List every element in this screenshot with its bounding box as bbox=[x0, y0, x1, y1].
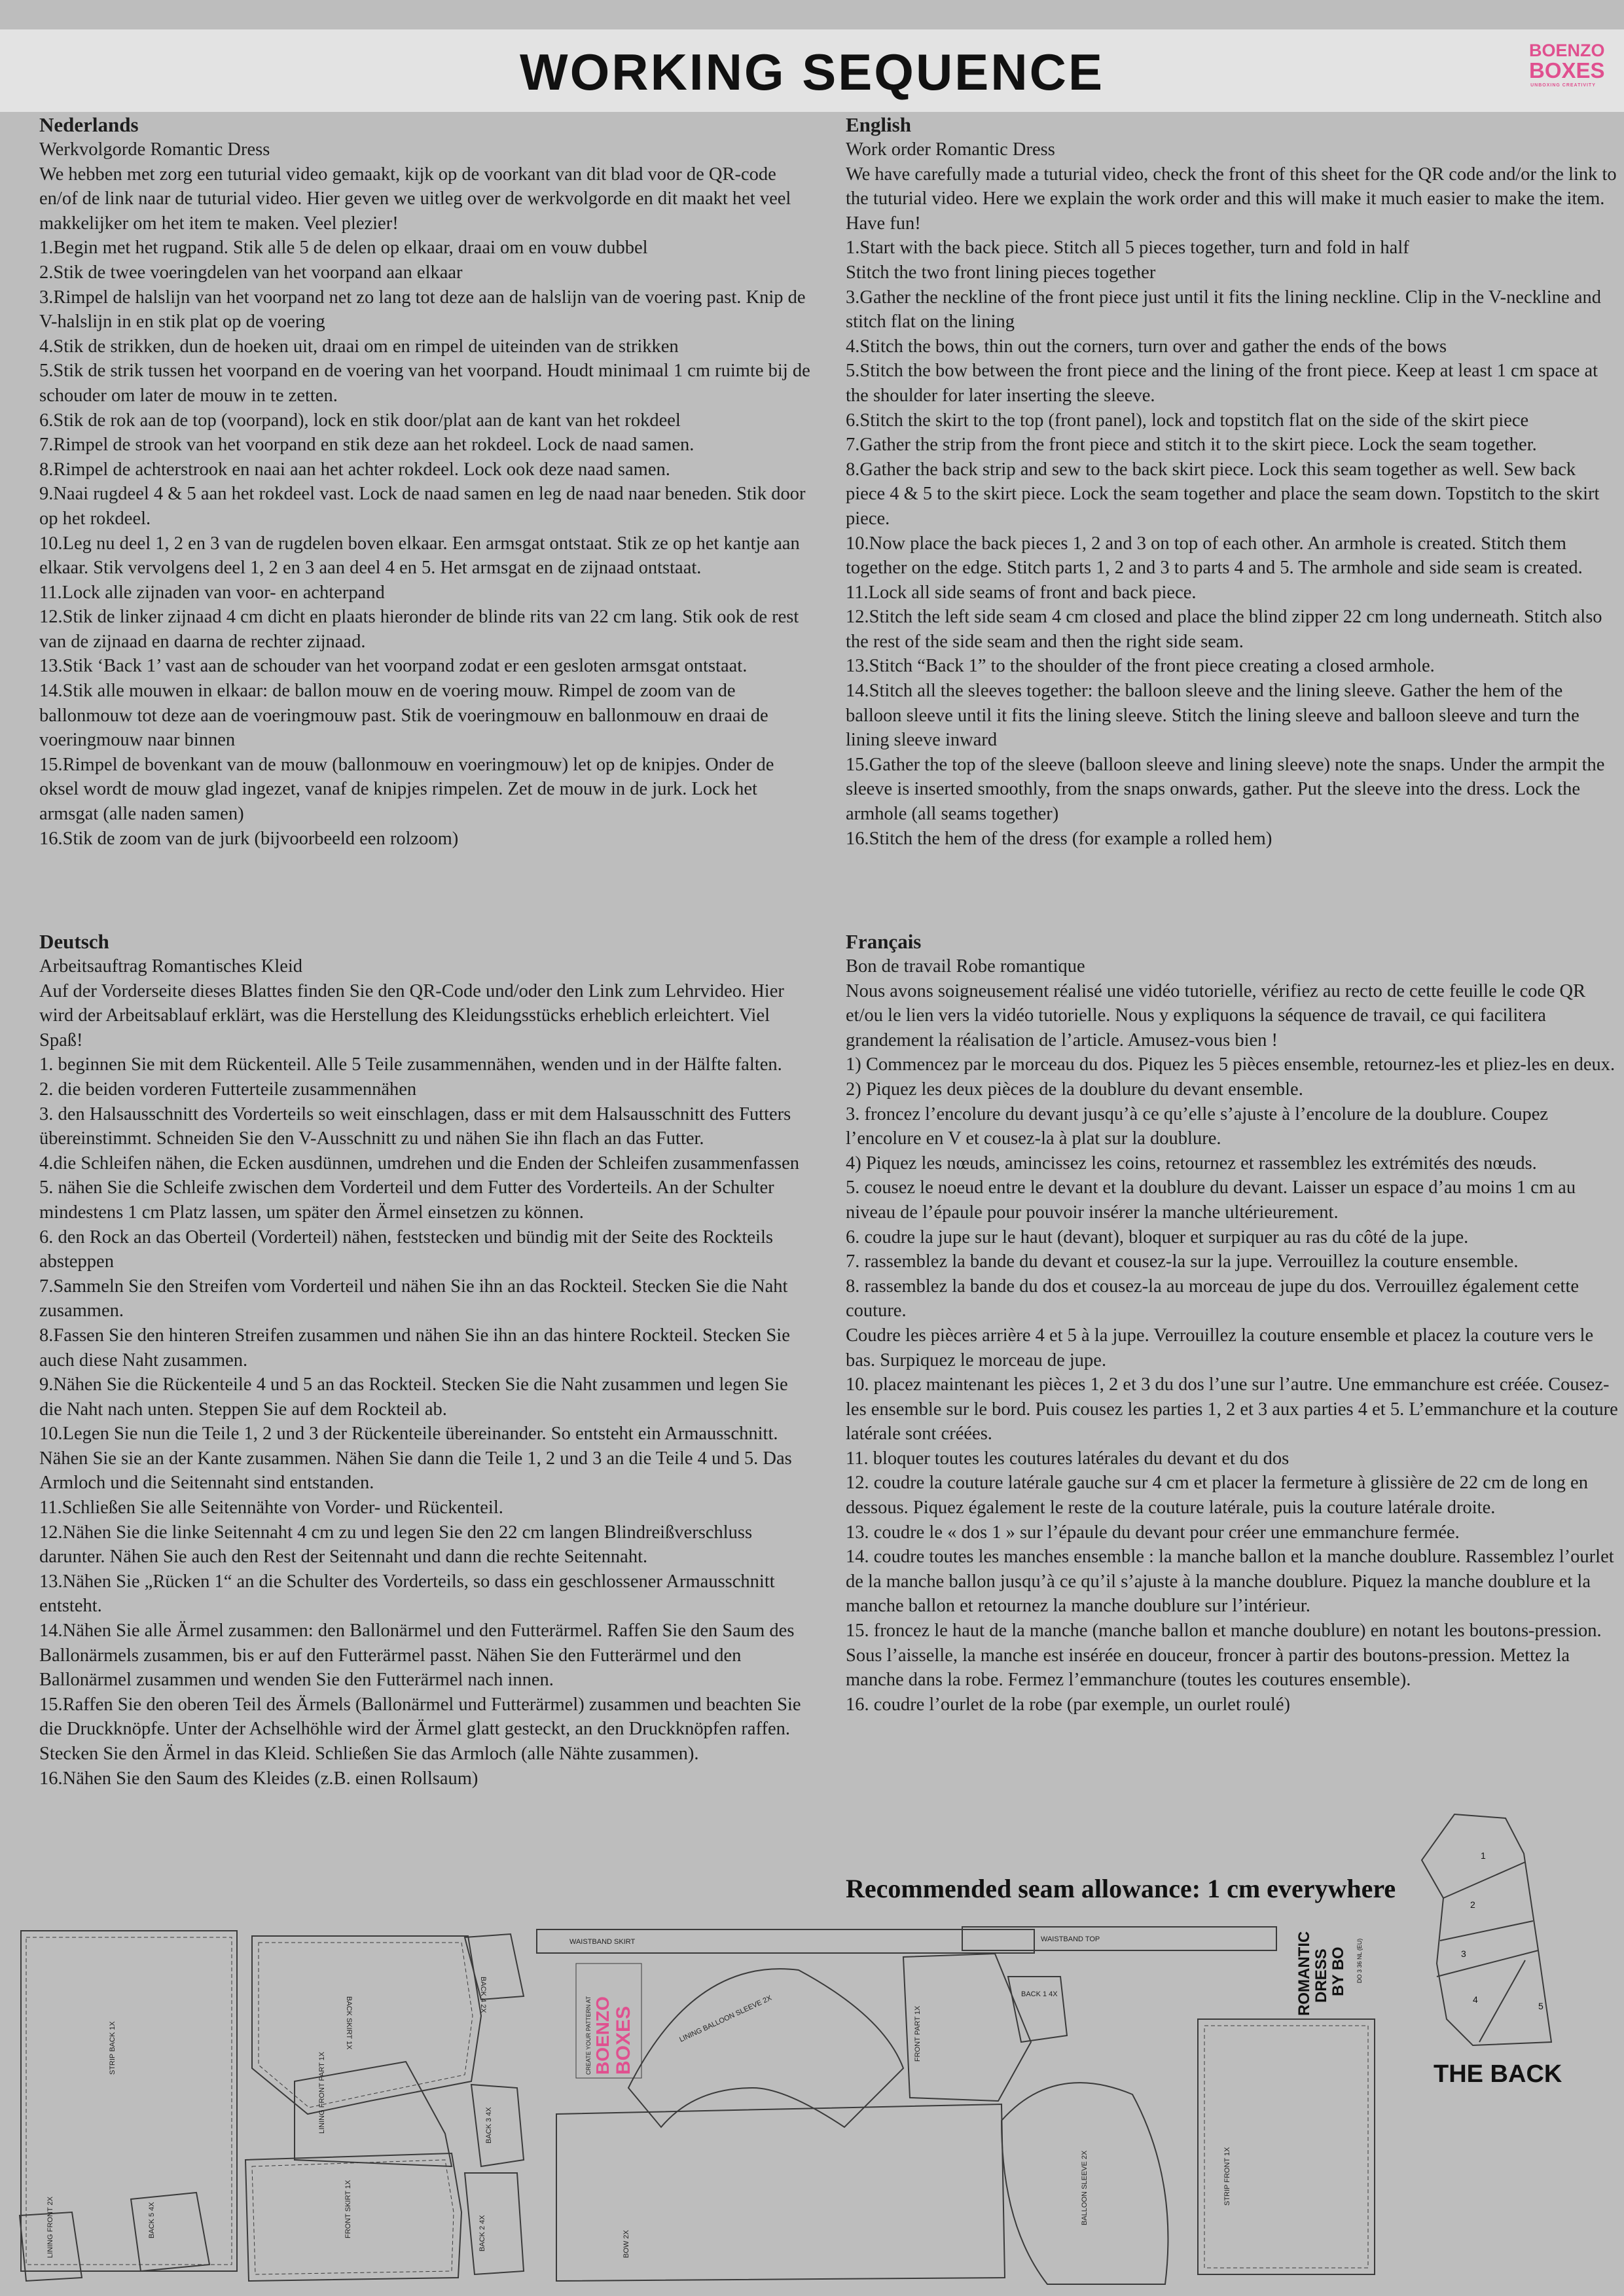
instruction-line: 12.Stitch the left side seam 4 cm closed and place the blind zipper 22 cm long underneath. Stitch also the rest of the side seam and then the right side seam. bbox=[846, 607, 1602, 652]
instruction-line: Nous avons soigneusement réalisé une vidéo tutorielle, vérifiez au recto de cette feuille le code QR et/ou le lien vers la vidéo tutorielle. Nous y expliquons la séquence de travail, ce qui facilitera grandement la réalisation de l’article. Amusez-vous bien ! bbox=[846, 980, 1586, 1050]
logo-tagline: UNBOXING CREATIVITY bbox=[1530, 83, 1596, 88]
pattern-back-2 bbox=[465, 2173, 524, 2274]
instruction-line: 7.Sammeln Sie den Streifen vom Vorderteil und nähen Sie ihn an das Rockteil. Stecken Sie die Naht zusammen. bbox=[39, 1276, 788, 1321]
instruction-line: We hebben met zorg een tuturial video gemaakt, kijk op de voorkant van dit blad voor de QR-code en/of de link naar de tuturial video. Hier geven we uitleg over de werkvolgorde en dit maakt het veel makkelijker om het item te maken. Veel plezier! bbox=[39, 164, 791, 234]
label-balloon-sleeve: BALLOON SLEEVE 2X bbox=[1081, 2150, 1089, 2225]
instruction-line: 2.Stik de twee voeringdelen van het voorpand aan elkaar bbox=[39, 262, 463, 283]
instruction-line: 14. coudre toutes les manches ensemble : la manche ballon et la manche doublure. Rassemblez l’ourlet de la manche ballon jusqu’à ce qu’il s’ajuste à la manche doublure. Piquez la manche doublure et la manche ballon et retournez la manche doublure sur l’intérieur. bbox=[846, 1547, 1614, 1617]
pattern-back-5 bbox=[131, 2193, 209, 2271]
label-back-2: BACK 2 4X bbox=[478, 2215, 486, 2251]
instruction-line: 8.Fassen Sie den hinteren Streifen zusammen und nähen Sie ihn an das hintere Rockteil. Stecken Sie auch diese Naht zusammen. bbox=[39, 1325, 790, 1371]
section-heading: Français bbox=[846, 930, 922, 953]
label-waistband-skirt: WAISTBAND SKIRT bbox=[569, 1938, 636, 1946]
instruction-line: 5. nähen Sie die Schleife zwischen dem Vorderteil und dem Futter des Vorderteils. An der Schulter mindestens 1 cm Platz lassen, um später den Ärmel einsetzen zu können. bbox=[39, 1177, 774, 1223]
label-front-part: FRONT PART 1X bbox=[914, 2005, 922, 2062]
back-diagram-outline bbox=[1422, 1814, 1551, 2045]
stamp-line-3: BOXES bbox=[613, 2005, 634, 2075]
instruction-line: We have carefully made a tuturial video, check the front of this sheet for the QR code and/or the link to the tuturial video. Here we explain the work order and this will make it much easier to make the item. Have fun! bbox=[846, 164, 1617, 234]
instruction-line: 13.Stitch “Back 1” to the shoulder of the front piece creating a closed armhole. bbox=[846, 656, 1435, 677]
instruction-line: 10.Leg nu deel 1, 2 en 3 van de rugdelen boven elkaar. Een armsgat ontstaat. Stik ze op het kantje aan elkaar. Stik vervolgens deel 1, 2 en 3 aan deel 4 en 5. Het armsgat en de zijnaad ontstaat. bbox=[39, 533, 800, 579]
section-heading: Nederlands bbox=[39, 113, 139, 136]
instruction-line: 3. froncez l’encolure du devant jusqu’à ce qu’elle s’ajuste à l’encolure de la doublure. Coupez l’encolure en V et cousez-la à plat sur la doublure. bbox=[846, 1103, 1549, 1149]
label-strip-back: STRIP BACK 1X bbox=[109, 2021, 117, 2075]
instruction-line: 6.Stitch the skirt to the top (front panel), lock and topstitch flat on the side of the skirt piece bbox=[846, 410, 1529, 431]
instruction-line: 5.Stik de strik tussen het voorpand en de voering van het voorpand. Houdt minimaal 1 cm ruimte bij de schouder om later de mouw in te zetten. bbox=[39, 361, 810, 406]
instruction-line: 7.Gather the strip from the front piece and stitch it to the skirt piece. Lock the seam together. bbox=[846, 435, 1537, 456]
logo-line-2: BOXES bbox=[1529, 58, 1605, 82]
model-sizes: DO 3 36 NL (EU) bbox=[1356, 1938, 1363, 1983]
instruction-line: 12.Nähen Sie die linke Seitennaht 4 cm zu und legen Sie den 22 cm langen Blindreißverschluss darunter. Nähen Sie auch den Rest der Seitennaht und dann die rechte Seitennaht. bbox=[39, 1522, 753, 1568]
instruction-line: 11.Lock alle zijnaden van voor- en achterpand bbox=[39, 582, 385, 603]
label-waistband-top: WAISTBAND TOP bbox=[1041, 1935, 1100, 1943]
instruction-line: 11. bloquer toutes les coutures latérales du devant et du dos bbox=[846, 1448, 1290, 1469]
instruction-line: 5.Stitch the bow between the front piece and the lining of the front piece. Keep at least 1 cm space at the shoulder for later inserting the sleeve. bbox=[846, 361, 1598, 406]
label-back-1: BACK 1 4X bbox=[1021, 1990, 1058, 1998]
instruction-line: 4.die Schleifen nähen, die Ecken ausdünnen, umdrehen und die Enden der Schleifen zusammenfassen bbox=[39, 1153, 799, 1174]
instruction-line: 4.Stitch the bows, thin out the corners, turn over and gather the ends of the bows bbox=[846, 336, 1447, 357]
instruction-line: 9.Nähen Sie die Rückenteile 4 und 5 an das Rockteil. Stecken Sie die Naht zusammen und legen Sie die Naht nach unten. Steppen Sie auf dem Rockteil ab. bbox=[39, 1374, 788, 1420]
back-number-3: 3 bbox=[1461, 1948, 1466, 1959]
label-back-4: BACK 4 2X bbox=[479, 1977, 487, 2013]
model-title-1: ROMANTIC bbox=[1295, 1931, 1313, 2016]
pattern-lining-balloon-sleeve bbox=[628, 1969, 903, 2127]
pattern-back-3 bbox=[471, 2085, 524, 2166]
label-back-skirt: BACK SKIRT 1X bbox=[345, 1996, 353, 2050]
instruction-line: 7. rassemblez la bande du devant et cousez-la sur la jupe. Verrouillez la couture ensemble. bbox=[846, 1251, 1519, 1272]
seam-allowance-note: Recommended seam allowance: 1 cm everywhere bbox=[846, 1874, 1396, 1903]
label-back-3: BACK 3 4X bbox=[485, 2107, 493, 2144]
instruction-line: 10.Now place the back pieces 1, 2 and 3 on top of each other. An armhole is created. Stitch them together on the edge. Stitch parts 1, 2 and 3 to parts 4 and 5. The armhole and side seam is created. bbox=[846, 533, 1583, 579]
page-title: WORKING SEQUENCE bbox=[519, 43, 1105, 101]
instruction-line: 5. cousez le noeud entre le devant et la doublure du devant. Laisser un espace d’au moins 1 cm au niveau de l’épaule pour pouvoir insérer la manche ultérieurement. bbox=[846, 1177, 1576, 1223]
instruction-line: 3.Gather the neckline of the front piece just until it fits the lining neckline. Clip in the V-neckline and stitch flat on the lining bbox=[846, 287, 1601, 332]
pattern-front-skirt bbox=[245, 2153, 461, 2281]
logo-line-1: BOENZO bbox=[1529, 41, 1605, 60]
instruction-line: 10. placez maintenant les pièces 1, 2 et 3 du dos l’une sur l’autre. Une emmanchure est créée. Cousez-les ensemble sur le bord. Puis cousez les parties 1, 2 et 3 aux parties 4 et 5. L’emmanchure et la couture latérale sont créées. bbox=[846, 1374, 1618, 1444]
instruction-line: 1. beginnen Sie mit dem Rückenteil. Alle 5 Teile zusammennähen, wenden und in der Hälfte falten. bbox=[39, 1054, 782, 1075]
instruction-line: Werkvolgorde Romantic Dress bbox=[39, 139, 270, 160]
instruction-line: 16.Nähen Sie den Saum des Kleides (z.B. einen Rollsaum) bbox=[39, 1768, 478, 1789]
instruction-line: Arbeitsauftrag Romantisches Kleid bbox=[39, 956, 303, 977]
instruction-line: Bon de travail Robe romantique bbox=[846, 956, 1085, 977]
instruction-line: 12.Stik de linker zijnaad 4 cm dicht en plaats hieronder de blinde rits van 22 cm lang. Stik ook de rest van de zijnaad en daarna de rechter zijnaad. bbox=[39, 607, 799, 652]
stamp-line-2: BOENZO bbox=[592, 1996, 613, 2075]
instruction-line: 6.Stik de rok aan de top (voorpand), lock en stik door/plat aan de kant van het rokdeel bbox=[39, 410, 681, 431]
instruction-line: 11.Lock all side seams of front and back piece. bbox=[846, 582, 1197, 603]
instruction-line: 15.Raffen Sie den oberen Teil des Ärmels (Ballonärmel und Futterärmel) zusammen und beachten Sie die Druckknöpfe. Unter der Achselhöhle wird der Ärmel glatt gesteckt, an den Druckknöpfen raffen. Stecken Sie den Ärmel in das Kleid. Schließen Sie das Armloch (alle Nähte zusammen). bbox=[39, 1694, 801, 1764]
instruction-line: 8. rassemblez la bande du dos et cousez-la au morceau de jupe du dos. Verrouillez également cette couture. bbox=[846, 1276, 1579, 1321]
instruction-line: 16.Stitch the hem of the dress (for example a rolled hem) bbox=[846, 828, 1272, 849]
instruction-line: 4) Piquez les nœuds, amincissez les coins, retournez et rassemblez les extrémités des nœuds. bbox=[846, 1153, 1537, 1174]
instruction-line: 8.Rimpel de achterstrook en naai aan het achter rokdeel. Lock ook deze naad samen. bbox=[39, 459, 670, 480]
back-number-5: 5 bbox=[1538, 2001, 1543, 2011]
instruction-line: 8.Gather the back strip and sew to the back skirt piece. Lock this seam together as well. Sew back piece 4 & 5 to the skirt piece. Lock the seam together and place the seam down. Topstitch to the skirt piece. bbox=[846, 459, 1600, 529]
back-number-1: 1 bbox=[1481, 1850, 1486, 1861]
instruction-line: 4.Stik de strikken, dun de hoeken uit, draai om en rimpel de uiteinden van de strikken bbox=[39, 336, 679, 357]
instruction-line: Auf der Vorderseite dieses Blattes finden Sie den QR-Code und/oder den Link zum Lehrvideo. Hier wird der Arbeitsablauf erklärt, was die Herstellung des Kleidungsstücks erheblich erleichtert. Viel Spaß! bbox=[39, 980, 784, 1050]
instruction-line: 15.Rimpel de bovenkant van de mouw (ballonmouw en voeringmouw) let op de knipjes. Onder de oksel wordt de mouw glad ingezet, vanaf de knipjes rimpelen. Zet de mouw in de jurk. Lock het armsgat (alle naden samen) bbox=[39, 754, 774, 825]
pattern-waistband-top bbox=[962, 1927, 1276, 1950]
model-title-2: DRESS bbox=[1312, 1948, 1330, 2003]
instruction-line: 6. coudre la jupe sur le haut (devant), bloquer et surpiquer au ras du côté de la jupe. bbox=[846, 1227, 1469, 1247]
instruction-line: 13. coudre le « dos 1 » sur l’épaule du devant pour créer une emmanchure fermée. bbox=[846, 1522, 1460, 1543]
instruction-line: 14.Stik alle mouwen in elkaar: de ballon mouw en de voering mouw. Rimpel de zoom van de ballonmouw tot deze aan de voeringmouw past. Stik de voeringmouw en ballonmouw en draai de voeringmouw naar binnen bbox=[39, 681, 768, 751]
instruction-line: 16.Stik de zoom van de jurk (bijvoorbeeld een rolzoom) bbox=[39, 828, 459, 849]
instruction-line: 13.Nähen Sie „Rücken 1“ an die Schulter des Vorderteils, so dass ein geschlossener Armausschnitt entsteht. bbox=[39, 1571, 775, 1617]
instruction-line: 9.Naai rugdeel 4 & 5 aan het rokdeel vast. Lock de naad samen en leg de naad naar beneden. Stik door op het rokdeel. bbox=[39, 484, 806, 529]
instruction-line: 13.Stik ‘Back 1’ vast aan de schouder van het voorpand zodat er een gesloten armsgat ontstaat. bbox=[39, 656, 748, 677]
instruction-line: Work order Romantic Dress bbox=[846, 139, 1055, 160]
instruction-line: 12. coudre la couture latérale gauche sur 4 cm et placer la fermeture à glissière de 22 cm de long en dessous. Piquez également le reste de la couture latérale, puis la couture latérale droite. bbox=[846, 1473, 1588, 1518]
instruction-line: 6. den Rock an das Oberteil (Vorderteil) nähen, feststecken und bündig mit der Seite des Rockteils absteppen bbox=[39, 1227, 773, 1272]
back-number-2: 2 bbox=[1470, 1899, 1475, 1910]
instruction-line: 3.Rimpel de halslijn van het voorpand net zo lang tot deze aan de halslijn van de voering past. Knip de V-halslijn in en stik plat op de voering bbox=[39, 287, 806, 332]
label-lining-front: LINING FRONT PART 1X bbox=[318, 2051, 326, 2134]
instruction-line: 1) Commencez par le morceau du dos. Piquez les 5 pièces ensemble, retournez-les et pliez-les en deux. bbox=[846, 1054, 1615, 1075]
pattern-back-1 bbox=[1008, 1977, 1067, 2042]
label-lining-small: LINING FRONT 2X bbox=[46, 2197, 54, 2258]
instruction-line: 16. coudre l’ourlet de la robe (par exemple, un ourlet roulé) bbox=[846, 1694, 1290, 1715]
label-bow: BOW 2X bbox=[623, 2230, 630, 2258]
pattern-front-part bbox=[903, 1954, 1031, 2101]
instruction-line: 3. den Halsausschnitt des Vorderteils so weit einschlagen, dass er mit dem Halsausschnitt des Futters übereinstimmt. Schneiden Sie den V-Ausschnitt zu und nähen Sie ihn flach an das Futter. bbox=[39, 1103, 791, 1149]
instruction-line: 2) Piquez les deux pièces de la doublure du devant ensemble. bbox=[846, 1079, 1303, 1100]
instruction-line: 15.Gather the top of the sleeve (balloon sleeve and lining sleeve) note the snaps. Under the armpit the sleeve is inserted smoothly, from the snaps onwards, gather. Put the sleeve into the dress. Lock the armhole (all seams together) bbox=[846, 754, 1605, 825]
pattern-back-skirt bbox=[252, 1936, 481, 2114]
instruction-line: 7.Rimpel de strook van het voorpand en stik deze aan het rokdeel. Lock de naad samen. bbox=[39, 435, 695, 456]
instruction-line: 2. die beiden vorderen Futterteile zusammennähen bbox=[39, 1079, 417, 1100]
instruction-line: Coudre les pièces arrière 4 et 5 à la jupe. Verrouillez la couture ensemble et placez la couture vers le bas. Surpiquez le morceau de jupe. bbox=[846, 1325, 1594, 1371]
instruction-line: 11.Schließen Sie alle Seitennähte von Vorder- und Rückenteil. bbox=[39, 1498, 503, 1518]
section-heading: Deutsch bbox=[39, 930, 109, 953]
instruction-line: 10.Legen Sie nun die Teile 1, 2 und 3 der Rückenteile übereinander. So entsteht ein Armausschnitt. Nähen Sie sie an der Kante zusammen. Nähen Sie dann die Teile 1, 2 und 3 an die Teile 4 und 5. Das Armloch und die Seitennaht sind entstanden. bbox=[39, 1424, 792, 1494]
instruction-line: 15. froncez le haut de la manche (manche ballon et manche doublure) en notant les boutons-pression. Sous l’aisselle, la manche est insérée en douceur, froncer à partir des boutons-pression. Mettez la manche dans la robe. Fermez l’emmanchure (toutes les coutures ensemble). bbox=[846, 1621, 1602, 1691]
instruction-line: Stitch the two front lining pieces together bbox=[846, 262, 1156, 283]
label-back-5: BACK 5 4X bbox=[148, 2202, 156, 2238]
instruction-line: 1.Begin met het rugpand. Stik alle 5 de delen op elkaar, draai om en vouw dubbel bbox=[39, 238, 648, 259]
instruction-line: 14.Nähen Sie alle Ärmel zusammen: den Ballonärmel und den Futterärmel. Raffen Sie den Saum des Ballonärmels zusammen, bis er auf den Futterärmel passt. Nähen Sie den Futterärmel und den Ballonärmel zusammen und wenden Sie den Futterärmel nach innen. bbox=[39, 1621, 795, 1691]
label-front-skirt: FRONT SKIRT 1X bbox=[344, 2179, 352, 2238]
label-lining-balloon-sleeve: LINING BALLOON SLEEVE 2X bbox=[678, 1994, 773, 2044]
stamp-line-1: CREATE YOUR PATTERN AT bbox=[585, 1996, 592, 2075]
label-strip-front: STRIP FRONT 1X bbox=[1223, 2147, 1231, 2206]
instruction-line: 1.Start with the back piece. Stitch all 5 pieces together, turn and fold in half bbox=[846, 238, 1409, 259]
section-heading: English bbox=[846, 113, 911, 136]
instruction-line: 14.Stitch all the sleeves together: the balloon sleeve and the lining sleeve. Gather the hem of the balloon sleeve until it fits the lining sleeve. Stitch the lining sleeve and balloon sleeve and turn the lining sleeve inward bbox=[846, 681, 1579, 751]
model-title-3: BY BO bbox=[1329, 1946, 1347, 1996]
pattern-strip-front bbox=[1198, 2019, 1375, 2274]
back-diagram-label: THE BACK bbox=[1434, 2060, 1562, 2088]
back-number-4: 4 bbox=[1473, 1994, 1478, 2005]
